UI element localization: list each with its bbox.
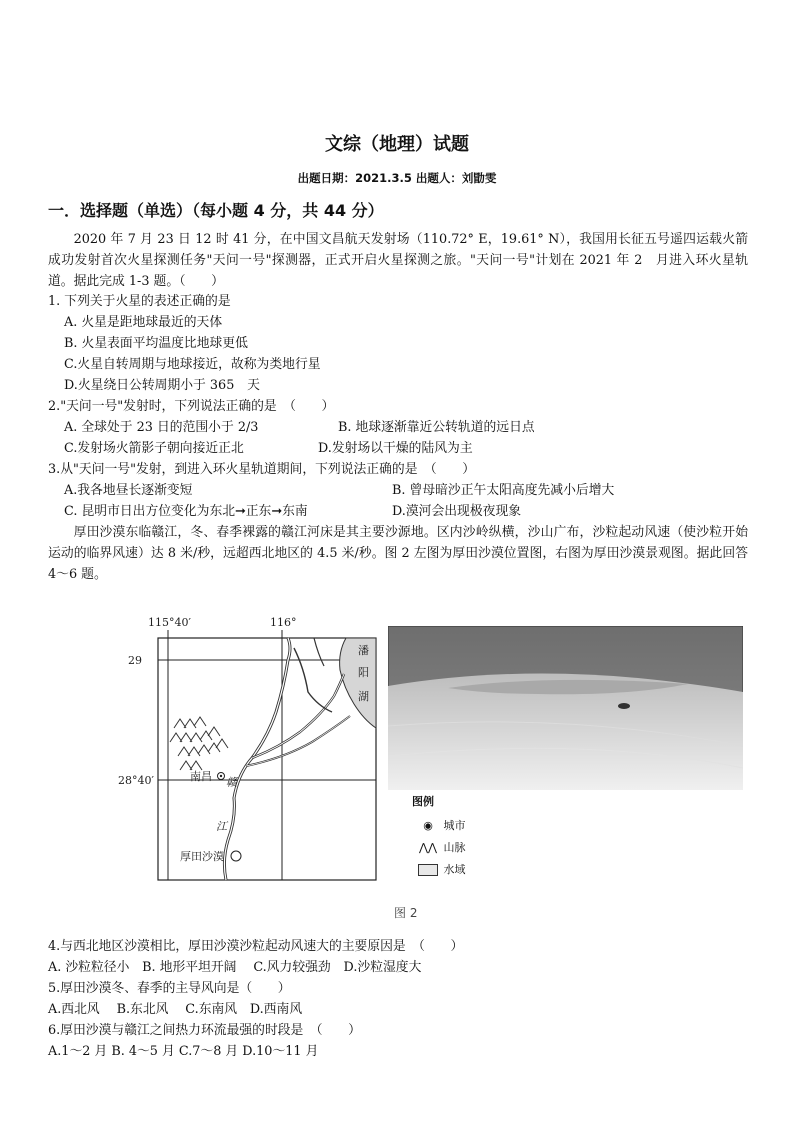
q2-option-d[interactable]: D.发射场以干燥的陆风为主 — [318, 441, 473, 456]
city-icon: ◉ — [423, 819, 433, 832]
page-title: 文综（地理）试题 — [325, 134, 469, 155]
mountain-icon: ⋀⋀ — [418, 841, 438, 854]
legend-mountain — [416, 839, 466, 855]
label-lat-29: 29 — [128, 654, 142, 667]
q2-option-a[interactable]: A. 全球处于 23 日的范围小于 2/3 — [64, 420, 259, 435]
q5-options[interactable]: A.西北风 B.东北风 C.东南风 D.西南风 — [48, 1002, 303, 1017]
mountain-symbols — [170, 717, 228, 770]
q3-option-d[interactable]: D.漠河会出现极夜现象 — [392, 504, 522, 519]
label-lake-1: 潘 — [358, 644, 369, 657]
label-lon-116: 116° — [270, 616, 297, 629]
passage-desert: 厚田沙漠东临赣江，冬、春季裸露的赣江河床是其主要沙源地。区内沙岭纵横，沙山广布，沙粒起动风速（使沙粒开始运动的临界风速）达 8 米/秒，远超西北地区的 4.5 米/秒。图 2 左图为厚田沙漠位置图，右图为厚田沙漠景观图。据此回答 4～6 题。 — [48, 525, 748, 582]
map-legend — [406, 793, 526, 893]
q6-options[interactable]: A.1～2 月 B. 4～5 月 C.7～8 月 D.10～11 月 — [48, 1044, 319, 1059]
q4-options[interactable]: A. 沙粒粒径小 B. 地形平坦开阔 C.风力较强劲 D.沙粒湿度大 — [48, 960, 422, 975]
legend-title: 图例 — [412, 795, 434, 808]
label-river-jiang: 江 — [216, 820, 227, 833]
gan-river-main — [224, 638, 290, 880]
distant-object — [618, 703, 630, 709]
legend-city — [416, 817, 466, 833]
passage-mars: 2020 年 7 月 23 日 12 时 41 分，在中国文昌航天发射场（110.72° E，19.61° N），我国用长征五号遥四运载火箭成功发射首次火星探测任务"天问一号"探测器，正式开启火星探测之旅。"天问一号"计划在 2021 年 2 月进入环火星轨道。据此完成 1-3 题。（ ） — [48, 232, 748, 289]
q1-option-d[interactable]: D.火星绕日公转周期小于 365 天 — [64, 378, 260, 393]
q1-option-a[interactable]: A. 火星是距地球最近的天体 — [64, 315, 223, 330]
label-nanchang: 南昌 — [190, 770, 212, 783]
legend-water-label: 水域 — [443, 863, 466, 876]
label-lon-115-40: 115°40′ — [148, 616, 191, 629]
tributary-north — [294, 648, 332, 712]
houtian-desert-marker — [231, 851, 241, 861]
q1-option-c[interactable]: C.火星自转周期与地球接近，故称为类地行星 — [64, 357, 321, 372]
gan-river-branch-1 — [252, 674, 344, 758]
legend-city-label: 城市 — [443, 819, 466, 832]
label-lat-28-40: 28°40′ — [118, 774, 154, 787]
q3-option-a[interactable]: A.我各地昼长逐渐变短 — [64, 483, 193, 498]
q1-stem: 1. 下列关于火星的表述正确的是 — [48, 294, 231, 309]
figure-caption: 图 2 — [394, 906, 418, 920]
q2-option-c[interactable]: C.发射场火箭影子朝向接近正北 — [64, 441, 244, 456]
exam-meta: 出题日期：2021.3.5 出题人：刘勖雯 — [297, 171, 497, 185]
location-map — [118, 608, 388, 888]
figure-2 — [118, 608, 744, 930]
legend-mountain-label: 山脉 — [443, 841, 466, 854]
q2-stem: 2."天问一号"发射时，下列说法正确的是 （ ） — [48, 399, 335, 414]
label-lake-3: 湖 — [358, 690, 369, 703]
water-icon — [416, 863, 440, 876]
q5-stem: 5.厚田沙漠冬、春季的主导风向是（ ） — [48, 981, 291, 996]
q2-option-b[interactable]: B. 地球逐渐靠近公转轨道的远日点 — [338, 420, 535, 435]
tributary-ne — [314, 638, 324, 666]
q1-option-b[interactable]: B. 火星表面平均温度比地球更低 — [64, 336, 248, 351]
legend-water — [416, 861, 466, 877]
label-houtian-desert: 厚田沙漠 — [180, 850, 224, 863]
label-lake-2: 阳 — [358, 666, 369, 679]
desert-landscape-photo — [388, 626, 743, 790]
label-river-gan: 赣 — [226, 776, 237, 789]
q6-stem: 6.厚田沙漠与赣江之间热力环流最强的时段是 （ ） — [48, 1023, 361, 1038]
q3-stem: 3.从"天问一号"发射，到进入环火星轨道期间，下列说法正确的是 （ ） — [48, 462, 476, 477]
q4-stem: 4.与西北地区沙漠相比，厚田沙漠沙粒起动风速大的主要原因是 （ ） — [48, 939, 464, 954]
q3-option-c[interactable]: C. 昆明市日出方位变化为东北➞正东➞东南 — [64, 504, 308, 519]
q3-option-b[interactable]: B. 曾母暗沙正午太阳高度先减小后增大 — [392, 483, 615, 498]
section-heading: 一．选择题（单选）（每小题 4 分，共 44 分） — [48, 201, 384, 220]
